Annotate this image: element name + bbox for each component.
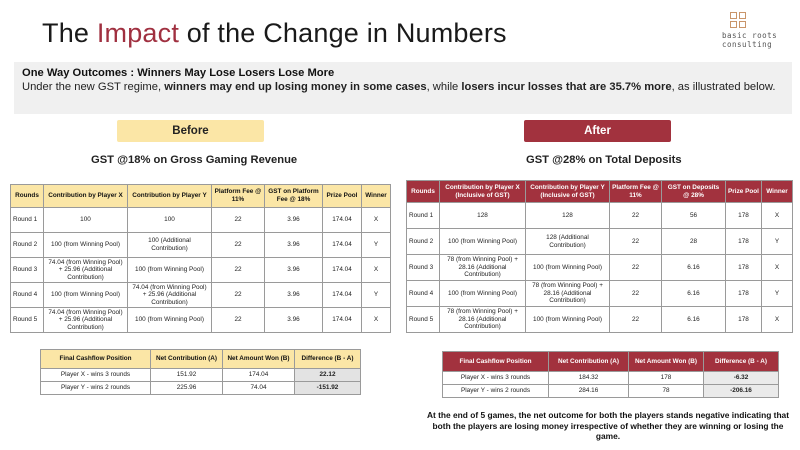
- before-subtitle: GST @18% on Gross Gaming Revenue: [91, 154, 298, 166]
- table-cell: 100 (from Winning Pool): [44, 283, 128, 308]
- table-cell: Round 1: [407, 203, 440, 229]
- column-header: Contribution by Player Y (Inclusive of GST): [526, 181, 610, 203]
- table-cell: Y: [362, 283, 391, 308]
- table-cell: Round 1: [11, 208, 44, 233]
- table-cell: Round 5: [11, 308, 44, 333]
- table-row: [443, 385, 779, 398]
- table-cell: 3.96: [265, 258, 323, 283]
- table-row: [11, 283, 391, 308]
- table-cell: Round 2: [407, 229, 440, 255]
- table-cell: X: [362, 258, 391, 283]
- difference-cell: 22.12: [295, 369, 361, 382]
- table-cell: Round 4: [407, 281, 440, 307]
- table-cell: Round 4: [11, 283, 44, 308]
- column-header: Rounds: [11, 185, 44, 208]
- banner-text-1: Under the new GST regime,: [22, 81, 165, 93]
- column-header: Winner: [762, 181, 793, 203]
- table-cell: 174.04: [323, 233, 362, 258]
- table-row: [407, 281, 793, 307]
- table-cell: 22: [212, 308, 265, 333]
- table-cell: 56: [662, 203, 726, 229]
- table-cell: 74.04 (from Winning Pool) + 25.96 (Additional Contribution): [128, 283, 212, 308]
- table-row: [11, 208, 391, 233]
- table-cell: 100: [128, 208, 212, 233]
- logo-text: [722, 31, 777, 49]
- table-cell: 74.04: [223, 382, 295, 395]
- table-cell: X: [762, 255, 793, 281]
- table-cell: 128: [526, 203, 610, 229]
- table-cell: 100 (from Winning Pool): [526, 307, 610, 333]
- table-row: [407, 229, 793, 255]
- table-cell: 178: [726, 203, 762, 229]
- table-cell: 178: [726, 229, 762, 255]
- table-cell: Y: [762, 281, 793, 307]
- table-cell: 78: [629, 385, 704, 398]
- table-cell: 22: [610, 307, 662, 333]
- banner-body: [22, 80, 784, 94]
- table-cell: Y: [762, 229, 793, 255]
- column-header: Platform Fee @ 11%: [610, 181, 662, 203]
- page-title: [42, 18, 507, 49]
- column-header: Contribution by Player X (Inclusive of GST): [440, 181, 526, 203]
- table-cell: X: [362, 208, 391, 233]
- table-cell: 174.04: [223, 369, 295, 382]
- column-header: Final Cashflow Position: [443, 352, 549, 372]
- table-cell: 6.16: [662, 255, 726, 281]
- table-cell: Round 3: [11, 258, 44, 283]
- table-cell: 174.04: [323, 308, 362, 333]
- table-cell: Player Y - wins 2 rounds: [443, 385, 549, 398]
- table-cell: 22: [610, 203, 662, 229]
- company-logo: [716, 12, 776, 52]
- table-cell: 178: [726, 255, 762, 281]
- logo-line-2: consulting: [722, 40, 773, 49]
- column-header: GST on Deposits @ 28%: [662, 181, 726, 203]
- table-row: [407, 307, 793, 333]
- column-header: Net Contribution (A): [549, 352, 629, 372]
- table-cell: Y: [362, 233, 391, 258]
- table-row: [11, 258, 391, 283]
- table-cell: Round 2: [11, 233, 44, 258]
- table-cell: 6.16: [662, 281, 726, 307]
- banner-text-3: , as illustrated below.: [671, 81, 776, 93]
- difference-cell: -151.92: [295, 382, 361, 395]
- table-cell: 3.96: [265, 283, 323, 308]
- table-cell: 100: [44, 208, 128, 233]
- table-header-row: [11, 185, 391, 208]
- table-cell: 100 (from Winning Pool): [128, 258, 212, 283]
- table-cell: X: [762, 307, 793, 333]
- banner-heading: One Way Outcomes : Winners May Lose Losers Lose More: [22, 67, 335, 79]
- difference-cell: -6.32: [704, 372, 779, 385]
- title-part-2: of the Change in Numbers: [179, 18, 507, 48]
- table-row: [443, 372, 779, 385]
- conclusion-text: At the end of 5 games, the net outcome for both the players stands negative indicating that both the players are losing money irrespective of whether they are winning or losing the game.: [426, 410, 790, 442]
- before-rounds-table: [10, 184, 391, 333]
- table-cell: 174.04: [323, 258, 362, 283]
- table-cell: 3.96: [265, 233, 323, 258]
- table-cell: 151.92: [151, 369, 223, 382]
- table-cell: 74.04 (from Winning Pool) + 25.96 (Additional Contribution): [44, 258, 128, 283]
- difference-cell: -206.16: [704, 385, 779, 398]
- column-header: Net Contribution (A): [151, 350, 223, 369]
- table-cell: 100 (Additional Contribution): [128, 233, 212, 258]
- table-cell: 100 (from Winning Pool): [44, 233, 128, 258]
- logo-grid-icon: [730, 12, 746, 28]
- table-cell: X: [762, 203, 793, 229]
- table-cell: 100 (from Winning Pool): [128, 308, 212, 333]
- table-cell: 174.04: [323, 208, 362, 233]
- table-cell: 284.16: [549, 385, 629, 398]
- after-subtitle: GST @28% on Total Deposits: [526, 154, 682, 166]
- table-cell: 74.04 (from Winning Pool) + 25.96 (Additional Contribution): [44, 308, 128, 333]
- title-accent: Impact: [96, 18, 180, 48]
- table-cell: 3.96: [265, 208, 323, 233]
- table-cell: 22: [610, 255, 662, 281]
- logo-line-1: basic roots: [722, 31, 778, 40]
- column-header: Net Amount Won (B): [629, 352, 704, 372]
- table-row: [11, 308, 391, 333]
- after-label: After: [524, 120, 671, 142]
- table-header-row: [443, 352, 779, 372]
- table-cell: 22: [610, 281, 662, 307]
- column-header: Net Amount Won (B): [223, 350, 295, 369]
- column-header: Contribution by Player Y: [128, 185, 212, 208]
- table-cell: 3.96: [265, 308, 323, 333]
- table-cell: 22: [610, 229, 662, 255]
- table-cell: 22: [212, 258, 265, 283]
- table-row: [407, 203, 793, 229]
- after-rounds-table: [406, 180, 793, 333]
- banner-text-2: , while: [426, 81, 462, 93]
- column-header: Prize Pool: [323, 185, 362, 208]
- column-header: GST on Platform Fee @ 18%: [265, 185, 323, 208]
- table-cell: 78 (from Winning Pool) + 28.16 (Additional Contribution): [440, 307, 526, 333]
- table-cell: 178: [726, 281, 762, 307]
- table-cell: 174.04: [323, 283, 362, 308]
- table-row: [41, 382, 361, 395]
- table-cell: 178: [726, 307, 762, 333]
- table-row: [11, 233, 391, 258]
- column-header: Difference (B - A): [704, 352, 779, 372]
- table-row: [407, 255, 793, 281]
- table-cell: X: [362, 308, 391, 333]
- table-cell: Player X - wins 3 rounds: [443, 372, 549, 385]
- column-header: Winner: [362, 185, 391, 208]
- title-part-1: The: [42, 18, 97, 48]
- table-cell: 100 (from Winning Pool): [440, 229, 526, 255]
- table-cell: 128: [440, 203, 526, 229]
- column-header: Difference (B - A): [295, 350, 361, 369]
- column-header: Contribution by Player X: [44, 185, 128, 208]
- table-header-row: [41, 350, 361, 369]
- table-header-row: [407, 181, 793, 203]
- before-cashflow-table: [40, 349, 361, 395]
- table-cell: 22: [212, 283, 265, 308]
- table-cell: 178: [629, 372, 704, 385]
- before-label: Before: [117, 120, 264, 142]
- table-cell: 225.96: [151, 382, 223, 395]
- column-header: Rounds: [407, 181, 440, 203]
- table-cell: Player Y - wins 2 rounds: [41, 382, 151, 395]
- column-header: Platform Fee @ 11%: [212, 185, 265, 208]
- table-cell: 28: [662, 229, 726, 255]
- table-cell: Round 5: [407, 307, 440, 333]
- table-cell: 22: [212, 233, 265, 258]
- table-cell: 128 (Additional Contribution): [526, 229, 610, 255]
- banner-bold-1: winners may end up losing money in some cases: [164, 81, 427, 93]
- table-cell: 78 (from Winning Pool) + 28.16 (Additional Contribution): [526, 281, 610, 307]
- banner-bold-2: losers incur losses that are 35.7% more: [461, 81, 672, 93]
- table-cell: Player X - wins 3 rounds: [41, 369, 151, 382]
- column-header: Final Cashflow Position: [41, 350, 151, 369]
- column-header: Prize Pool: [726, 181, 762, 203]
- table-cell: 22: [212, 208, 265, 233]
- table-cell: 6.16: [662, 307, 726, 333]
- table-row: [41, 369, 361, 382]
- table-cell: 78 (from Winning Pool) + 28.16 (Additional Contribution): [440, 255, 526, 281]
- table-cell: 100 (from Winning Pool): [440, 281, 526, 307]
- table-cell: 184.32: [549, 372, 629, 385]
- table-cell: Round 3: [407, 255, 440, 281]
- after-cashflow-table: [442, 351, 779, 398]
- summary-banner: [14, 62, 792, 114]
- table-cell: 100 (from Winning Pool): [526, 255, 610, 281]
